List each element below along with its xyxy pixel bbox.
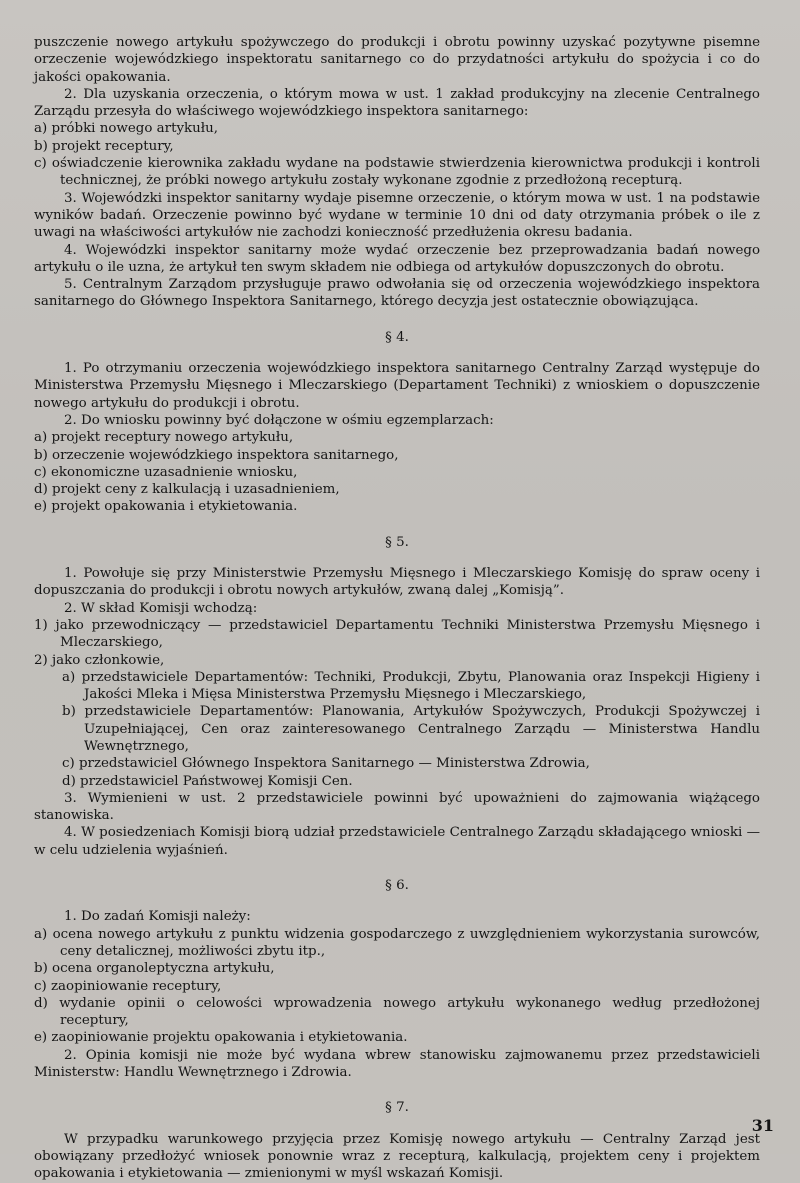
paragraph: 4. Wojewódzki inspektor sanitarny może wydać orzeczenie bez przeprowadzania badań nowego artykułu o ile uzna, że artykuł ten swym składem nie odbiega od artykułów dopuszczonych do obrotu. [34, 242, 760, 275]
list-item: b) projekt receptury, [34, 138, 174, 154]
list-item: b) orzeczenie wojewódzkiego inspektora sanitarnego, [34, 447, 399, 463]
list-item: e) zaopiniowanie projektu opakowania i etykietowania. [34, 1030, 408, 1046]
section-heading: § 7. [385, 1100, 409, 1116]
list-item: d) wydanie opinii o celowości wprowadzenia nowego artykułu wykonanego według przedłożonej receptury, [34, 995, 760, 1029]
list-item: d) projekt ceny z kalkulacją i uzasadnieniem, [34, 482, 340, 498]
list-item: a) projekt receptury nowego artykułu, [34, 430, 294, 446]
list-item: 2) jako członkowie, [34, 652, 165, 668]
paragraph: 1. Po otrzymaniu orzeczenia wojewódzkiego inspektora sanitarnego Centralny Zarząd występuje do Ministerstwa Przemysłu Mięsnego i Mleczarskiego (Departament Techniki) z wnioskiem o dopuszczenie nowego artykułu do produkcji i obrotu. [34, 361, 760, 411]
sub-list-item: c) przedstawiciel Głównego Inspektora Sanitarnego — Ministerstwa Zdrowia, [62, 756, 590, 772]
list-item: c) oświadczenie kierownika zakładu wydane na podstawie stwierdzenia kierownictwa produkcji i kontroli technicznej, że próbki nowego artykułu zostały wykonane zgodnie z przedłożoną recepturą. [34, 156, 760, 189]
paragraph: 5. Centralnym Zarządom przysługuje prawo odwołania się od orzeczenia wojewódzkiego inspektora sanitarnego do Głównego Inspektora Sanitarnego, którego decyzja jest ostatecznie obowiązująca. [34, 277, 760, 310]
sub-list-item: b) przedstawiciele Departamentów: Planowania, Artykułów Spożywczych, Produkcji Spożywczej i Uzupełniającej, Cen oraz zainteresowanego Centralnego Zarządu — Ministerstwa Handlu Wewnętrznego, [62, 704, 760, 754]
section-heading: § 6. [385, 878, 409, 894]
paragraph: 2. Do wniosku powinny być dołączone w ośmiu egzemplarzach: [64, 412, 494, 428]
paragraph: 3. Wymienieni w ust. 2 przedstawiciele powinni być upoważnieni do zajmowania wiążącego stanowiska. [34, 790, 760, 824]
section-heading: § 4. [385, 329, 409, 345]
paragraph: 1. Powołuje się przy Ministerstwie Przemysłu Mięsnego i Mleczarskiego Komisję do spraw oceny i dopuszczania do produkcji i obrotu nowych artykułów, zwaną dalej „Komisją”. [34, 566, 760, 599]
sub-list-item: a) przedstawiciele Departamentów: Techniki, Produkcji, Zbytu, Planowania oraz Inspekcji Higieny i Jakości Mleka i Mięsa Ministerstwa Przemysłu Mięsnego i Mleczarskiego, [62, 669, 760, 703]
paragraph: 2. Dla uzyskania orzeczenia, o którym mowa w ust. 1 zakład produkcyjny na zlecenie Centralnego Zarządu przesyła do właściwego wojewódzkiego inspektora sanitarnego: [34, 86, 760, 120]
paragraph: 1. Do zadań Komisji należy: [64, 909, 251, 925]
paragraph: W przypadku warunkowego przyjęcia przez Komisję nowego artykułu — Centralny Zarząd jest obowiązany przedłożyć wniosek ponownie wraz z recepturą, kalkulacją, projektem ceny i projektem opakowania i etykietowania — zmienionymi w myśl wskazań Komisji. [34, 1131, 760, 1182]
sub-list-item: d) przedstawiciel Państwowej Komisji Cen. [62, 773, 353, 789]
paragraph: 2. W skład Komisji wchodzą: [64, 600, 258, 616]
paragraph: 3. Wojewódzki inspektor sanitarny wydaje pisemne orzeczenie, o którym mowa w ust. 1 na podstawie wyników badań. Orzeczenie powinno być wydane w terminie 10 dni od daty otrzymania próbek o ile z uwagi na właściwości artykułów nie zachodzi konieczność przedłużenia okresu badania. [34, 190, 760, 241]
list-item: c) ekonomiczne uzasadnienie wniosku, [34, 464, 298, 480]
paragraph: 4. W posiedzeniach Komisji biorą udział przedstawiciele Centralnego Zarządu składającego wnioski — w celu udzielenia wyjaśnień. [34, 825, 760, 858]
list-item: a) ocena nowego artykułu z punktu widzenia gospodarczego z uwzględnieniem wykorzystania surowców, ceny detalicznej, możliwości zbytu itp., [34, 926, 760, 959]
list-item: b) ocena organoleptyczna artykułu, [34, 961, 275, 977]
page-number: 31 [751, 1115, 774, 1135]
list-item: a) próbki nowego artykułu, [34, 121, 218, 137]
list-item: 1) jako przewodniczący — przedstawiciel Departamentu Techniki Ministerstwa Przemysłu Mięsnego i Mleczarskiego, [34, 617, 760, 651]
section-heading: § 5. [385, 534, 409, 550]
paragraph: 2. Opinia komisji nie może być wydana wbrew stanowisku zajmowanemu przez przedstawicieli Ministerstw: Handlu Wewnętrznego i Zdrowia. [34, 1047, 760, 1081]
list-item: e) projekt opakowania i etykietowania. [34, 499, 298, 515]
list-item: c) zaopiniowanie receptury, [34, 978, 222, 994]
paragraph: puszczenie nowego artykułu spożywczego do produkcji i obrotu powinny uzyskać pozytywne pisemne orzeczenie wojewódzkiego inspektoratu sanitarnego co do przydatności artykułu do spożycia i co do jakości opakowania. [34, 35, 760, 85]
